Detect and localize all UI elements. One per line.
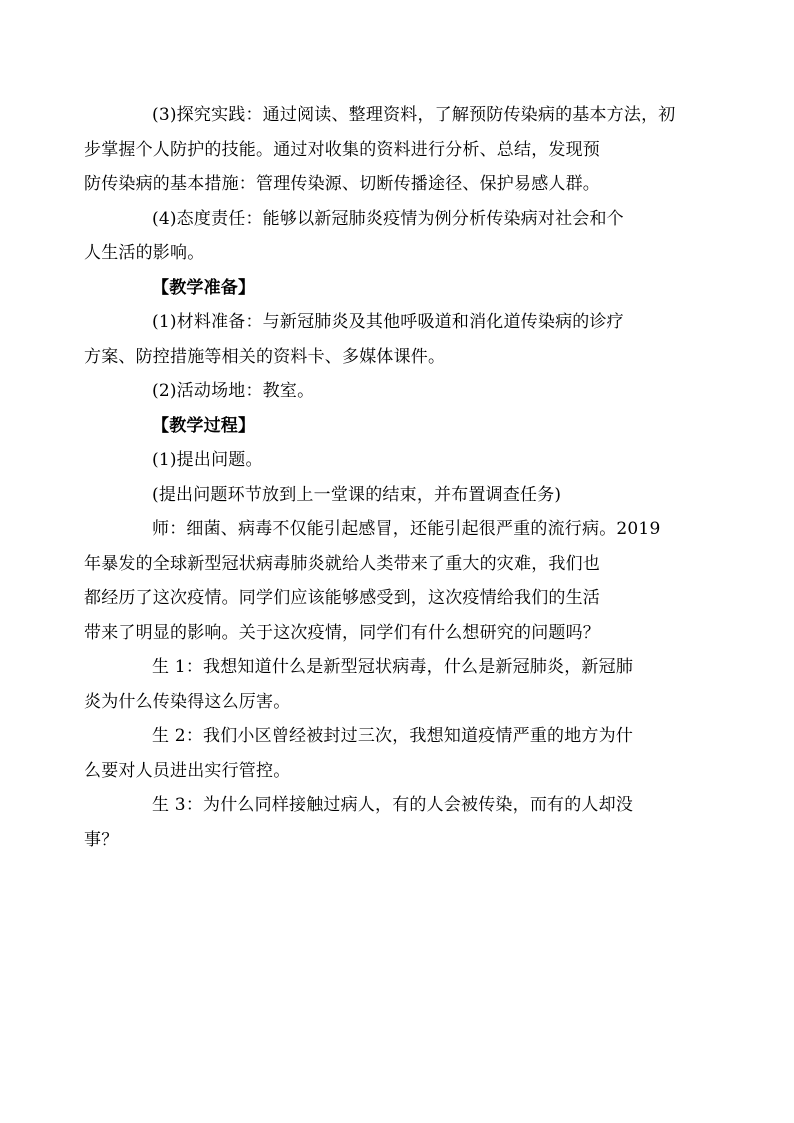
document-page (84, 98, 680, 857)
text-line: (4)态度责任：能够以新冠肺炎疫情为例分析传染病对社会和个 (152, 208, 624, 229)
text-line: 生 1：我想知道什么是新型冠状病毒，什么是新冠肺炎，新冠肺 (152, 657, 634, 677)
paragraph-student-2 (84, 719, 680, 788)
text-line: 师：细菌、病毒不仅能引起感冒，还能引起很严重的流行病。2019 (152, 519, 661, 539)
text-line: 步掌握个人防护的技能。通过对收集的资料进行分析、总结，发现预 (84, 139, 600, 160)
paragraph-materials (84, 305, 680, 374)
text-line: 炎为什么传染得这么厉害。 (84, 691, 291, 712)
paragraph-attitude-responsibility (84, 202, 680, 271)
paragraph-student-3 (84, 788, 680, 857)
paragraph-inquiry-practice (84, 98, 680, 202)
text-line: 事？ (84, 829, 119, 850)
paragraph-teacher (84, 512, 680, 650)
text-line: 生 2：我们小区曾经被封过三次，我想知道疫情严重的地方为什 (152, 726, 634, 746)
text-line: 防传染病的基本措施：管理传染源、切断传播途径、保护易感人群。 (84, 174, 600, 194)
paragraph-note: (提出问题环节放到上一堂课的结束，并布置调查任务) (152, 484, 562, 505)
paragraph-raise-question: (1)提出问题。 (152, 450, 263, 470)
text-line: 年暴发的全球新型冠状病毒肺炎就给人类带来了重大的灾难，我们也 (84, 553, 600, 574)
text-line: 人生活的影响。 (84, 243, 205, 263)
heading-teaching-preparation: 【教学准备】 (152, 277, 256, 298)
paragraph-venue: (2)活动场地：教室。 (152, 381, 315, 401)
heading-teaching-process: 【教学过程】 (152, 415, 256, 436)
text-line: 都经历了这次疫情。同学们应该能够感受到，这次疫情给我们的生活 (84, 588, 600, 608)
text-line: (3)探究实践：通过阅读、整理资料，了解预防传染病的基本方法，初 (152, 105, 676, 125)
text-line: 方案、防控措施等相关的资料卡、多媒体课件。 (84, 346, 446, 367)
paragraph-student-1 (84, 650, 680, 719)
text-line: (1)材料准备：与新冠肺炎及其他呼吸道和消化道传染病的诊疗 (152, 312, 624, 332)
text-line: 带来了明显的影响。关于这次疫情，同学们有什么想研究的问题吗？ (84, 622, 600, 643)
text-line: 么要对人员进出实行管控。 (84, 760, 291, 781)
text-line: 生 3：为什么同样接触过病人，有的人会被传染，而有的人却没 (152, 795, 634, 815)
